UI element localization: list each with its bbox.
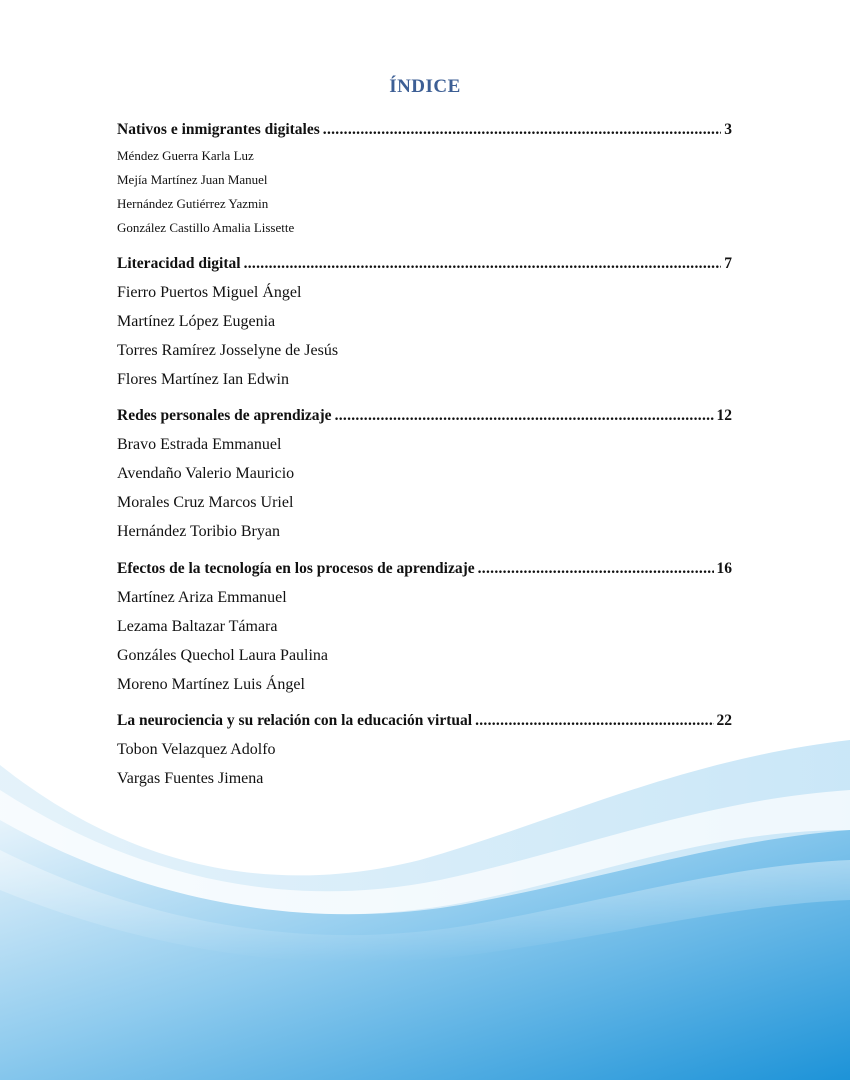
author-name: Torres Ramírez Josselyne de Jesús	[117, 342, 339, 359]
dot-leader	[244, 254, 722, 274]
page-number: 7	[724, 255, 732, 272]
author-name: Hernández Toribio Bryan	[117, 523, 280, 540]
author-name: Méndez Guerra Karla Luz	[117, 148, 254, 163]
toc-section-1	[117, 120, 732, 240]
dot-leader	[475, 711, 713, 731]
section-title: Efectos de la tecnología en los procesos de aprendizaje	[117, 560, 475, 577]
author-name: Martínez López Eugenia	[117, 313, 276, 330]
page-number: 12	[716, 407, 732, 424]
toc-entry-heading[interactable]	[117, 711, 732, 731]
dot-leader	[478, 559, 714, 579]
section-title: Redes personales de aprendizaje	[117, 407, 332, 424]
page-number: 16	[716, 560, 732, 577]
dot-leader	[335, 406, 714, 426]
author-name: Gonzáles Quechol Laura Paulina	[117, 647, 329, 664]
author-name: Avendaño Valerio Mauricio	[117, 465, 295, 482]
toc-section-5	[117, 711, 732, 793]
section-title: Literacidad digital	[117, 255, 241, 272]
author-name: Fierro Puertos Miguel Ángel	[117, 284, 302, 301]
author-name: Tobon Velazquez Adolfo	[117, 741, 276, 758]
section-title: La neurociencia y su relación con la educación virtual	[117, 712, 473, 729]
toc-entry-heading[interactable]	[117, 559, 732, 579]
author-name: Martínez Ariza Emmanuel	[117, 589, 287, 606]
page-number: 3	[724, 121, 732, 138]
toc-entry-heading[interactable]	[117, 254, 732, 274]
author-name: Mejía Martínez Juan Manuel	[117, 172, 268, 187]
toc-entry-heading[interactable]	[117, 120, 732, 140]
author-name: Lezama Baltazar Támara	[117, 618, 278, 635]
author-name: Bravo Estrada Emmanuel	[117, 436, 282, 453]
author-name: Vargas Fuentes Jimena	[117, 770, 264, 787]
author-name: Moreno Martínez Luis Ángel	[117, 676, 305, 693]
section-title: Nativos e inmigrantes digitales	[117, 121, 320, 138]
page-number: 22	[716, 712, 732, 729]
page-title: ÍNDICE	[389, 76, 461, 97]
author-name: Morales Cruz Marcos Uriel	[117, 494, 294, 511]
toc-section-2	[117, 254, 732, 394]
toc-section-3	[117, 406, 732, 546]
author-name: Hernández Gutiérrez Yazmin	[117, 196, 269, 211]
dot-leader	[323, 120, 721, 140]
toc-entry-heading[interactable]	[117, 406, 732, 426]
author-name: Flores Martínez Ian Edwin	[117, 371, 289, 388]
author-name: González Castillo Amalia Lissette	[117, 220, 295, 235]
toc-section-4	[117, 559, 732, 699]
